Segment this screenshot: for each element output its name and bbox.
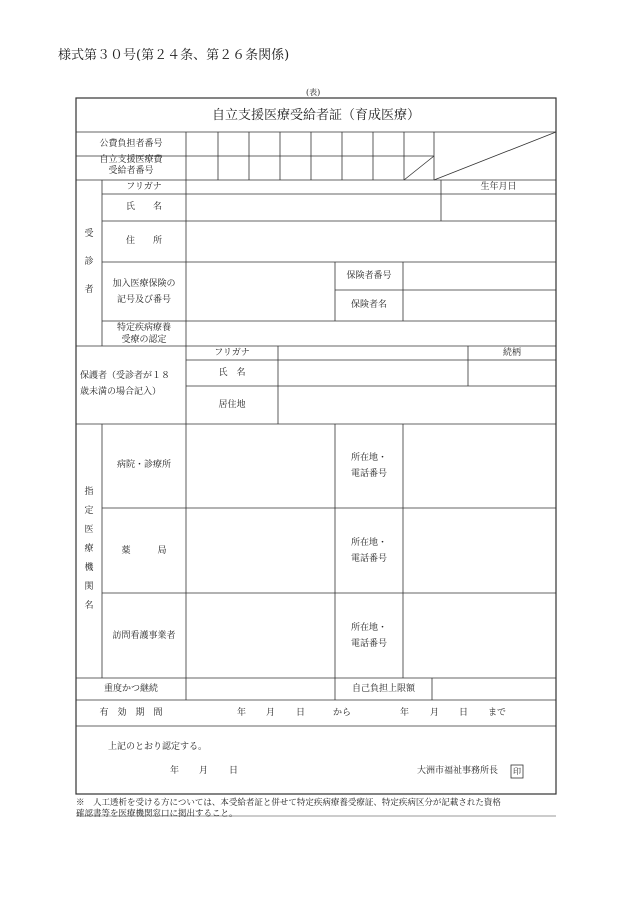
specified-disease-label-line2: 受療の認定 — [121, 335, 167, 345]
guardian-label-line1: 保護者（受診者が１８ — [80, 371, 171, 381]
validity-label: 有 効 期 間 — [99, 708, 163, 718]
cert-year: 年 — [170, 766, 180, 776]
relationship-label: 続柄 — [502, 348, 521, 358]
pharmacy-label: 薬 局 — [121, 546, 167, 556]
patient-vertical-3: 者 — [84, 285, 94, 295]
validity-until: まで — [488, 708, 507, 718]
guardian-residence-label: 居住地 — [218, 400, 246, 410]
facility-vertical-4: 療 — [84, 544, 94, 554]
validity-from-day: 日 — [296, 708, 306, 718]
validity-to-day: 日 — [459, 708, 469, 718]
payer-number-label: 公費負担者番号 — [99, 139, 163, 149]
cert-day: 日 — [229, 766, 239, 776]
note-line1: ※ 人工透析を受ける方については、本受給者証と併せて特定疾病療養受療証、特定疾病区分が記載された資格 — [76, 798, 501, 808]
patient-vertical-2: 診 — [84, 257, 94, 267]
validity-from-month: 月 — [266, 708, 276, 718]
hospital-location-label-line1: 所在地・ — [350, 453, 387, 463]
validity-from: から — [333, 708, 352, 718]
pharmacy-location-label-line1: 所在地・ — [350, 538, 387, 548]
insurance-label-line1: 加入医療保険の — [112, 279, 176, 289]
seal-mark: 印 — [513, 767, 521, 776]
note-line2: 確認書等を医療機関窓口に掲出すること。 — [76, 809, 238, 819]
facility-vertical-5: 機 — [84, 563, 94, 573]
recipient-number-label-line1: 自立支援医療費 — [99, 155, 163, 165]
validity-to-month: 月 — [430, 708, 440, 718]
facility-vertical-1: 指 — [84, 487, 94, 497]
hospital-label: 病院・診療所 — [116, 460, 171, 470]
nursing-location-label-line2: 電話番号 — [350, 639, 387, 649]
guardian-label-line2: 歳未満の場合記入） — [80, 387, 162, 397]
insurance-label-line2: 記号及び番号 — [116, 295, 171, 305]
specified-disease-label-line1: 特定疾病療養 — [116, 323, 171, 333]
insurer-number-label: 保険者番号 — [346, 271, 392, 281]
certificate-title: 自立支援医療受給者証（育成医療） — [211, 108, 420, 123]
patient-address-label: 住 所 — [125, 236, 162, 246]
validity-from-year: 年 — [237, 708, 247, 718]
hospital-location-label-line2: 電話番号 — [350, 469, 387, 479]
issuer-name: 大洲市福祉事務所長 — [417, 766, 499, 776]
patient-furigana-label: フリガナ — [126, 182, 162, 192]
facility-vertical-3: 医 — [84, 525, 94, 535]
copay-limit-label: 自己負担上限額 — [351, 684, 415, 694]
patient-name-label: 氏 名 — [125, 202, 162, 212]
visiting-nursing-label: 訪問看護事業者 — [112, 631, 176, 641]
cert-month: 月 — [199, 766, 209, 776]
facility-vertical-2: 定 — [84, 506, 94, 516]
facility-vertical-6: 関 — [84, 582, 94, 592]
validity-to-year: 年 — [400, 708, 410, 718]
guardian-furigana-label: フリガナ — [214, 348, 250, 358]
guardian-name-label: 氏 名 — [218, 368, 246, 378]
nursing-location-label-line1: 所在地・ — [350, 623, 387, 633]
form-number: 様式第３０号(第２４条、第２６条関係) — [58, 48, 290, 63]
certification-text: 上記のとおり認定する。 — [108, 742, 208, 752]
severe-continuous-label: 重度かつ継続 — [103, 684, 158, 694]
pharmacy-location-label-line2: 電話番号 — [350, 554, 387, 564]
form-side-label: (表) — [306, 88, 321, 97]
recipient-number-label-line2: 受給者番号 — [108, 166, 154, 176]
insurer-name-label: 保険者名 — [350, 300, 387, 310]
birthdate-label: 生年月日 — [480, 182, 517, 192]
patient-vertical-1: 受 — [84, 229, 94, 239]
facility-vertical-7: 名 — [84, 601, 94, 611]
